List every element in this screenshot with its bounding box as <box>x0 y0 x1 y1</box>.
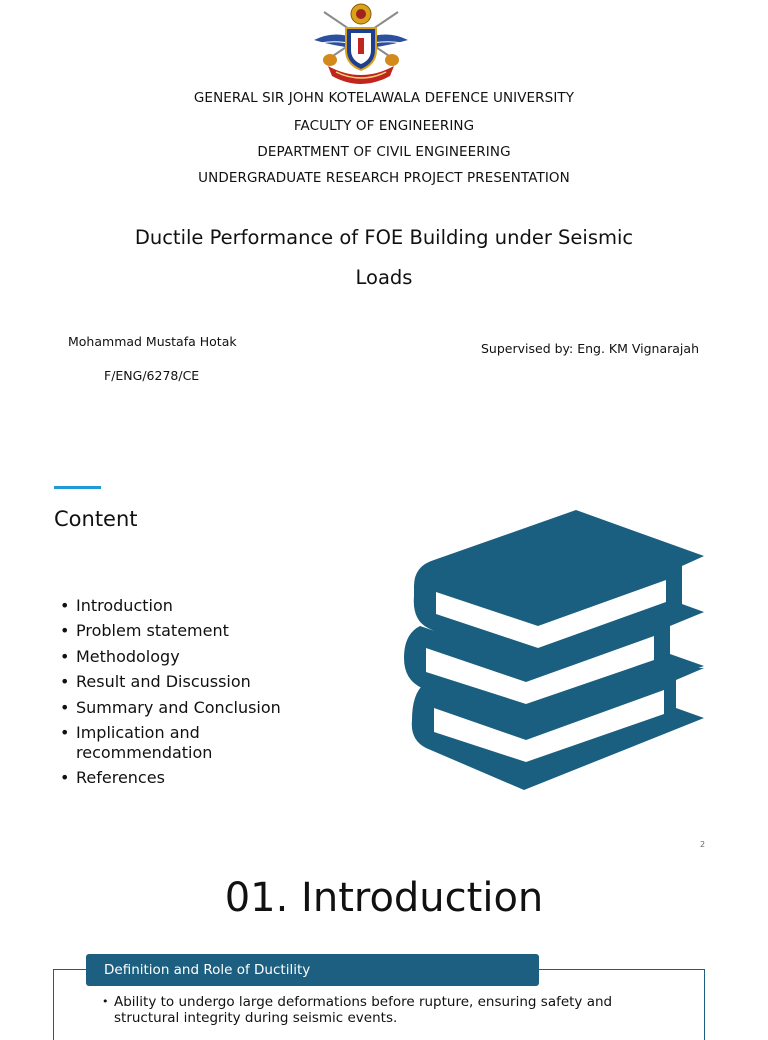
student-id: F/ENG/6278/CE <box>104 368 200 383</box>
list-item: • Summary and Conclusion <box>60 698 360 718</box>
author-name: Mohammad Mustafa Hotak <box>68 334 237 349</box>
list-item: • Ability to undergo large deformations before rupture, ensuring safety and structural integrity during seismic events. <box>102 994 674 1026</box>
presentation-title-line1: Ductile Performance of FOE Building under Seismic <box>134 226 634 249</box>
list-item: • Methodology <box>60 647 360 667</box>
content-list <box>60 596 360 794</box>
list-item: • Result and Discussion <box>60 672 360 692</box>
list-item: • Implication and recommendation <box>60 723 236 763</box>
content-heading: Content <box>54 507 138 531</box>
section-banner: Definition and Role of Ductility <box>86 954 539 986</box>
presentation-type: UNDERGRADUATE RESEARCH PROJECT PRESENTATION <box>198 170 570 186</box>
university-name: GENERAL SIR JOHN KOTELAWALA DEFENCE UNIVERSITY <box>193 90 575 106</box>
supervisor: Supervised by: Eng. KM Vignarajah <box>481 341 699 356</box>
books-stack-icon <box>398 508 708 792</box>
list-item: • References <box>60 768 360 788</box>
university-crest-logo <box>306 0 416 84</box>
faculty-name: FACULTY OF ENGINEERING <box>293 118 475 134</box>
presentation-title-line2: Loads <box>355 266 413 289</box>
list-item: • Problem statement <box>60 621 360 641</box>
page-number: 2 <box>700 840 706 849</box>
department-name: DEPARTMENT OF CIVIL ENGINEERING <box>257 144 511 160</box>
accent-line <box>54 486 101 489</box>
section-heading: 01. Introduction <box>224 875 544 921</box>
list-item: • Introduction <box>60 596 360 616</box>
